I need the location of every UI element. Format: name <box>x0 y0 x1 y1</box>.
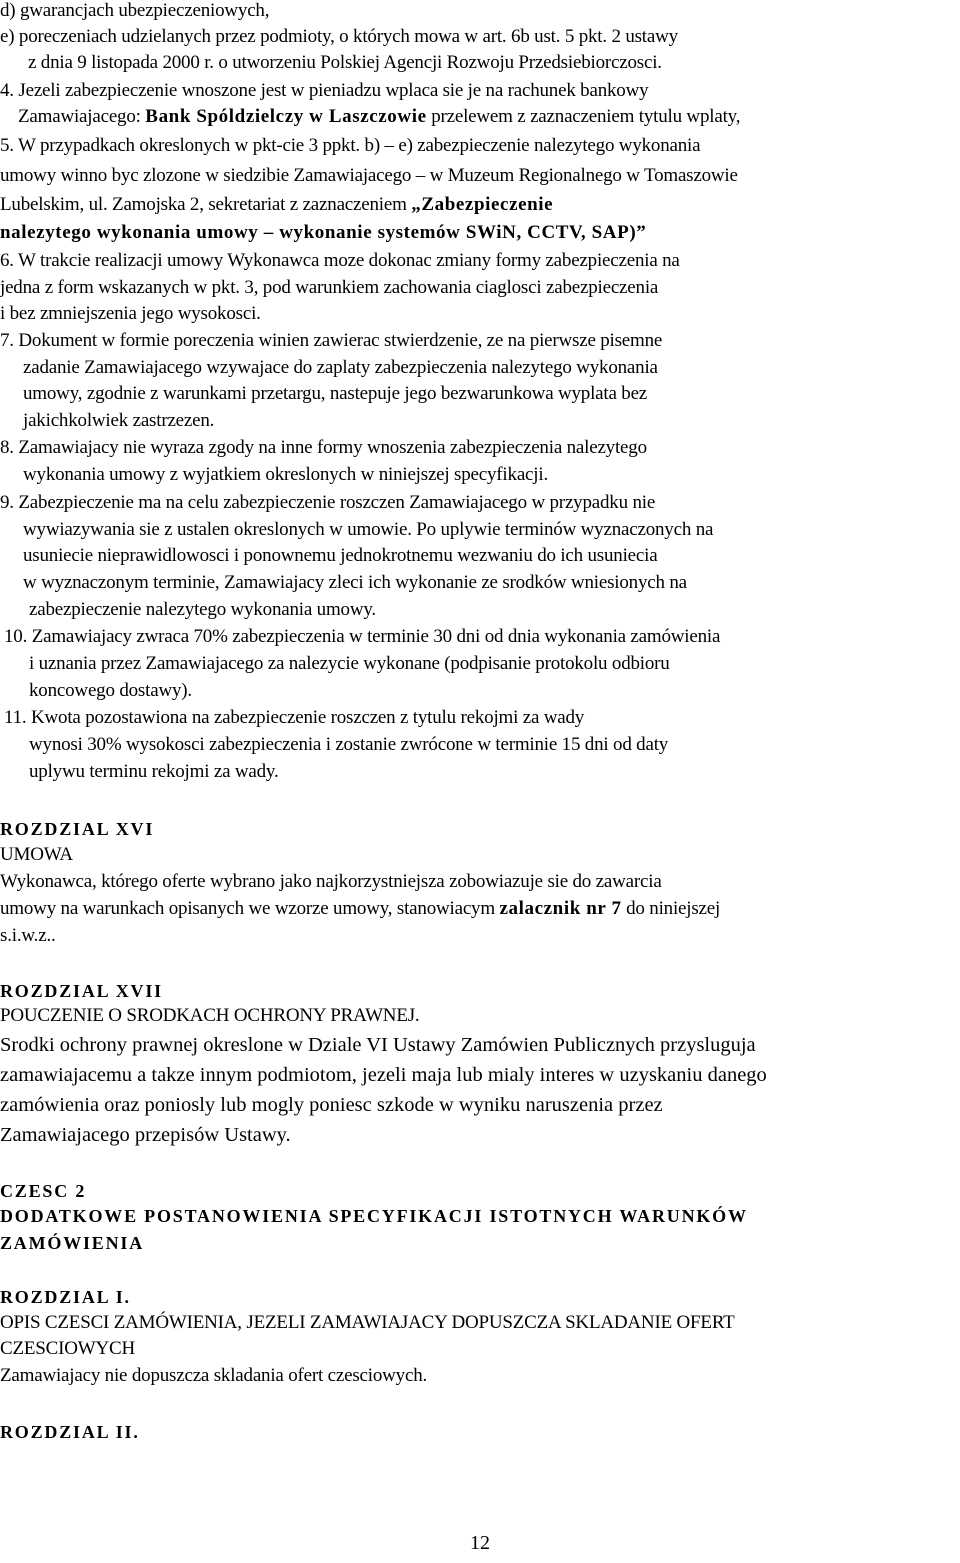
chapter-17-line1: Srodki ochrony prawnej okreslone w Dziale VI Ustawy Zamówien Publicznych przysluguja <box>0 1034 756 1056</box>
chapter-16-text: umowy na warunkach opisanych we wzorze umowy, stanowiacym <box>0 898 500 919</box>
point-6-line2: jedna z form wskazanych w pkt. 3, pod warunkiem zachowania ciaglosci zabezpieczenia <box>0 277 659 298</box>
point-5-line1: 5. W przypadkach okreslonych w pkt-cie 3 ppkt. b) – e) zabezpieczenie nalezytego wykonania <box>0 135 701 156</box>
point-5-line2: umowy winno byc zlozone w siedzibie Zamawiajacego – w Muzeum Regionalnego w Tomaszowie <box>0 165 738 186</box>
part-2-title-line2: ZAMÓWIENIA <box>0 1233 145 1253</box>
page-number: 12 <box>470 1532 490 1554</box>
point-9-line3: usuniecie nieprawidlowosci i ponownemu jednokrotnemu wezwaniu do ich usuniecia <box>23 545 658 566</box>
chapter-1-heading: ROZDZIAL I. <box>0 1287 131 1307</box>
point-5-line3 <box>0 192 553 218</box>
chapter-17-heading: ROZDZIAL XVII <box>0 981 163 1001</box>
point-7-line4: jakichkolwiek zastrzezen. <box>23 410 215 431</box>
attachment-ref: zalacznik nr 7 <box>499 898 622 919</box>
point-7-line1: 7. Dokument w formie poreczenia winien zawierac stwierdzenie, ze na pierwsze pisemne <box>0 330 663 351</box>
point-9-line2: wywiazywania sie z ustalen okreslonych w umowie. Po uplywie terminów wyznaczonych na <box>23 519 714 540</box>
chapter-16-text-end: do niniejszej <box>621 898 721 919</box>
part-2-heading: CZESC 2 <box>0 1181 87 1201</box>
point-9-line4: w wyznaczonym terminie, Zamawiajacy zleci ich wykonanie ze srodków wniesionych na <box>23 572 687 593</box>
point-10-line3: koncowego dostawy). <box>29 680 192 701</box>
point-11-line1: 11. Kwota pozostawiona na zabezpieczenie roszczen z tytulu rekojmi za wady <box>4 707 585 728</box>
chapter-17-line3: zamówienia oraz poniosly lub mogly poniesc szkode w wyniku naruszenia przez <box>0 1094 663 1116</box>
point-8-line1: 8. Zamawiajacy nie wyraza zgody na inne formy wnoszenia zabezpieczenia nalezytego <box>0 437 647 458</box>
point-6-line3: i bez zmniejszenia jego wysokosci. <box>0 303 261 324</box>
chapter-2-heading: ROZDZIAL II. <box>0 1422 140 1442</box>
point-5-bold-line: nalezytego wykonania umowy – wykonanie systemów SWiN, CCTV, SAP)” <box>0 222 647 243</box>
chapter-17-line2: zamawiajacemu a takze innym podmiotom, jezeli maja lub mialy interes w uzyskaniu danego <box>0 1064 767 1086</box>
point-6-line1: 6. W trakcie realizacji umowy Wykonawca moze dokonac zmiany formy zabezpieczenia na <box>0 250 680 271</box>
point-7-line2: zadanie Zamawiajacego wzywajace do zaplaty zabezpieczenia nalezytego wykonania <box>23 357 658 378</box>
point-9-line5: zabezpieczenie nalezytego wykonania umowy. <box>29 599 376 620</box>
point-7-line3: umowy, zgodnie z warunkami przetargu, nastepuje jego bezwarunkowa wyplata bez <box>23 383 648 404</box>
point-9-line1: 9. Zabezpieczenie ma na celu zabezpieczenie roszczen Zamawiajacego w przypadku nie <box>0 492 656 513</box>
point-4-text-end: przelewem z zaznaczeniem tytulu wplaty, <box>426 106 741 127</box>
point-4-line2 <box>18 104 740 130</box>
chapter-1-title-line2: CZESCIOWYCH <box>0 1338 136 1359</box>
point-10-line2: i uznania przez Zamawiajacego za nalezycie wykonane (podpisanie protokolu odbioru <box>29 653 670 674</box>
point-4-line1: 4. Jezeli zabezpieczenie wnoszone jest w pieniadzu wplaca sie je na rachunek bankowy <box>0 80 649 101</box>
chapter-17-title: POUCZENIE O SRODKACH OCHRONY PRAWNEJ. <box>0 1005 420 1026</box>
point-5-line4 <box>0 220 646 246</box>
part-2-title-line1: DODATKOWE POSTANOWIENIA SPECYFIKACJI ISTOTNYCH WARUNKÓW <box>0 1206 748 1226</box>
point-5-bold: „Zabezpieczenie <box>411 194 554 215</box>
item-e-line1: e) poreczeniach udzielanych przez podmioty, o których mowa w art. 6b ust. 5 pkt. 2 ustawy <box>0 26 678 47</box>
item-e-line2: z dnia 9 listopada 2000 r. o utworzeniu Polskiej Agencji Rozwoju Przedsiebiorczosci. <box>28 52 662 73</box>
bank-name: Bank Spóldzielczy w Laszczowie <box>145 106 427 127</box>
point-4-text: Zamawiajacego: <box>18 106 146 127</box>
chapter-16-title: UMOWA <box>0 844 73 865</box>
chapter-16-line2 <box>0 896 720 922</box>
point-11-line2: wynosi 30% wysokosci zabezpieczenia i zostanie zwrócone w terminie 15 dni od daty <box>29 734 669 755</box>
chapter-16-line1: Wykonawca, którego oferte wybrano jako najkorzystniejsza zobowiazuje sie do zawarcia <box>0 871 662 892</box>
item-d: d) gwarancjach ubezpieczeniowych, <box>0 0 270 21</box>
point-10-line1: 10. Zamawiajacy zwraca 70% zabezpieczenia w terminie 30 dni od dnia wykonania zamówienia <box>4 626 721 647</box>
chapter-16-heading: ROZDZIAL XVI <box>0 819 155 839</box>
point-8-line2: wykonania umowy z wyjatkiem okreslonych w niniejszej specyfikacji. <box>23 464 548 485</box>
point-11-line3: uplywu terminu rekojmi za wady. <box>29 761 279 782</box>
point-5-text: Lubelskim, ul. Zamojska 2, sekretariat z zaznaczeniem <box>0 194 412 215</box>
chapter-1-title-line1: OPIS CZESCI ZAMÓWIENIA, JEZELI ZAMAWIAJACY DOPUSZCZA SKLADANIE OFERT <box>0 1312 735 1333</box>
chapter-1-line1: Zamawiajacy nie dopuszcza skladania ofert czesciowych. <box>0 1365 428 1386</box>
chapter-16-line3: s.i.w.z.. <box>0 925 56 946</box>
chapter-17-line4: Zamawiajacego przepisów Ustawy. <box>0 1124 291 1146</box>
